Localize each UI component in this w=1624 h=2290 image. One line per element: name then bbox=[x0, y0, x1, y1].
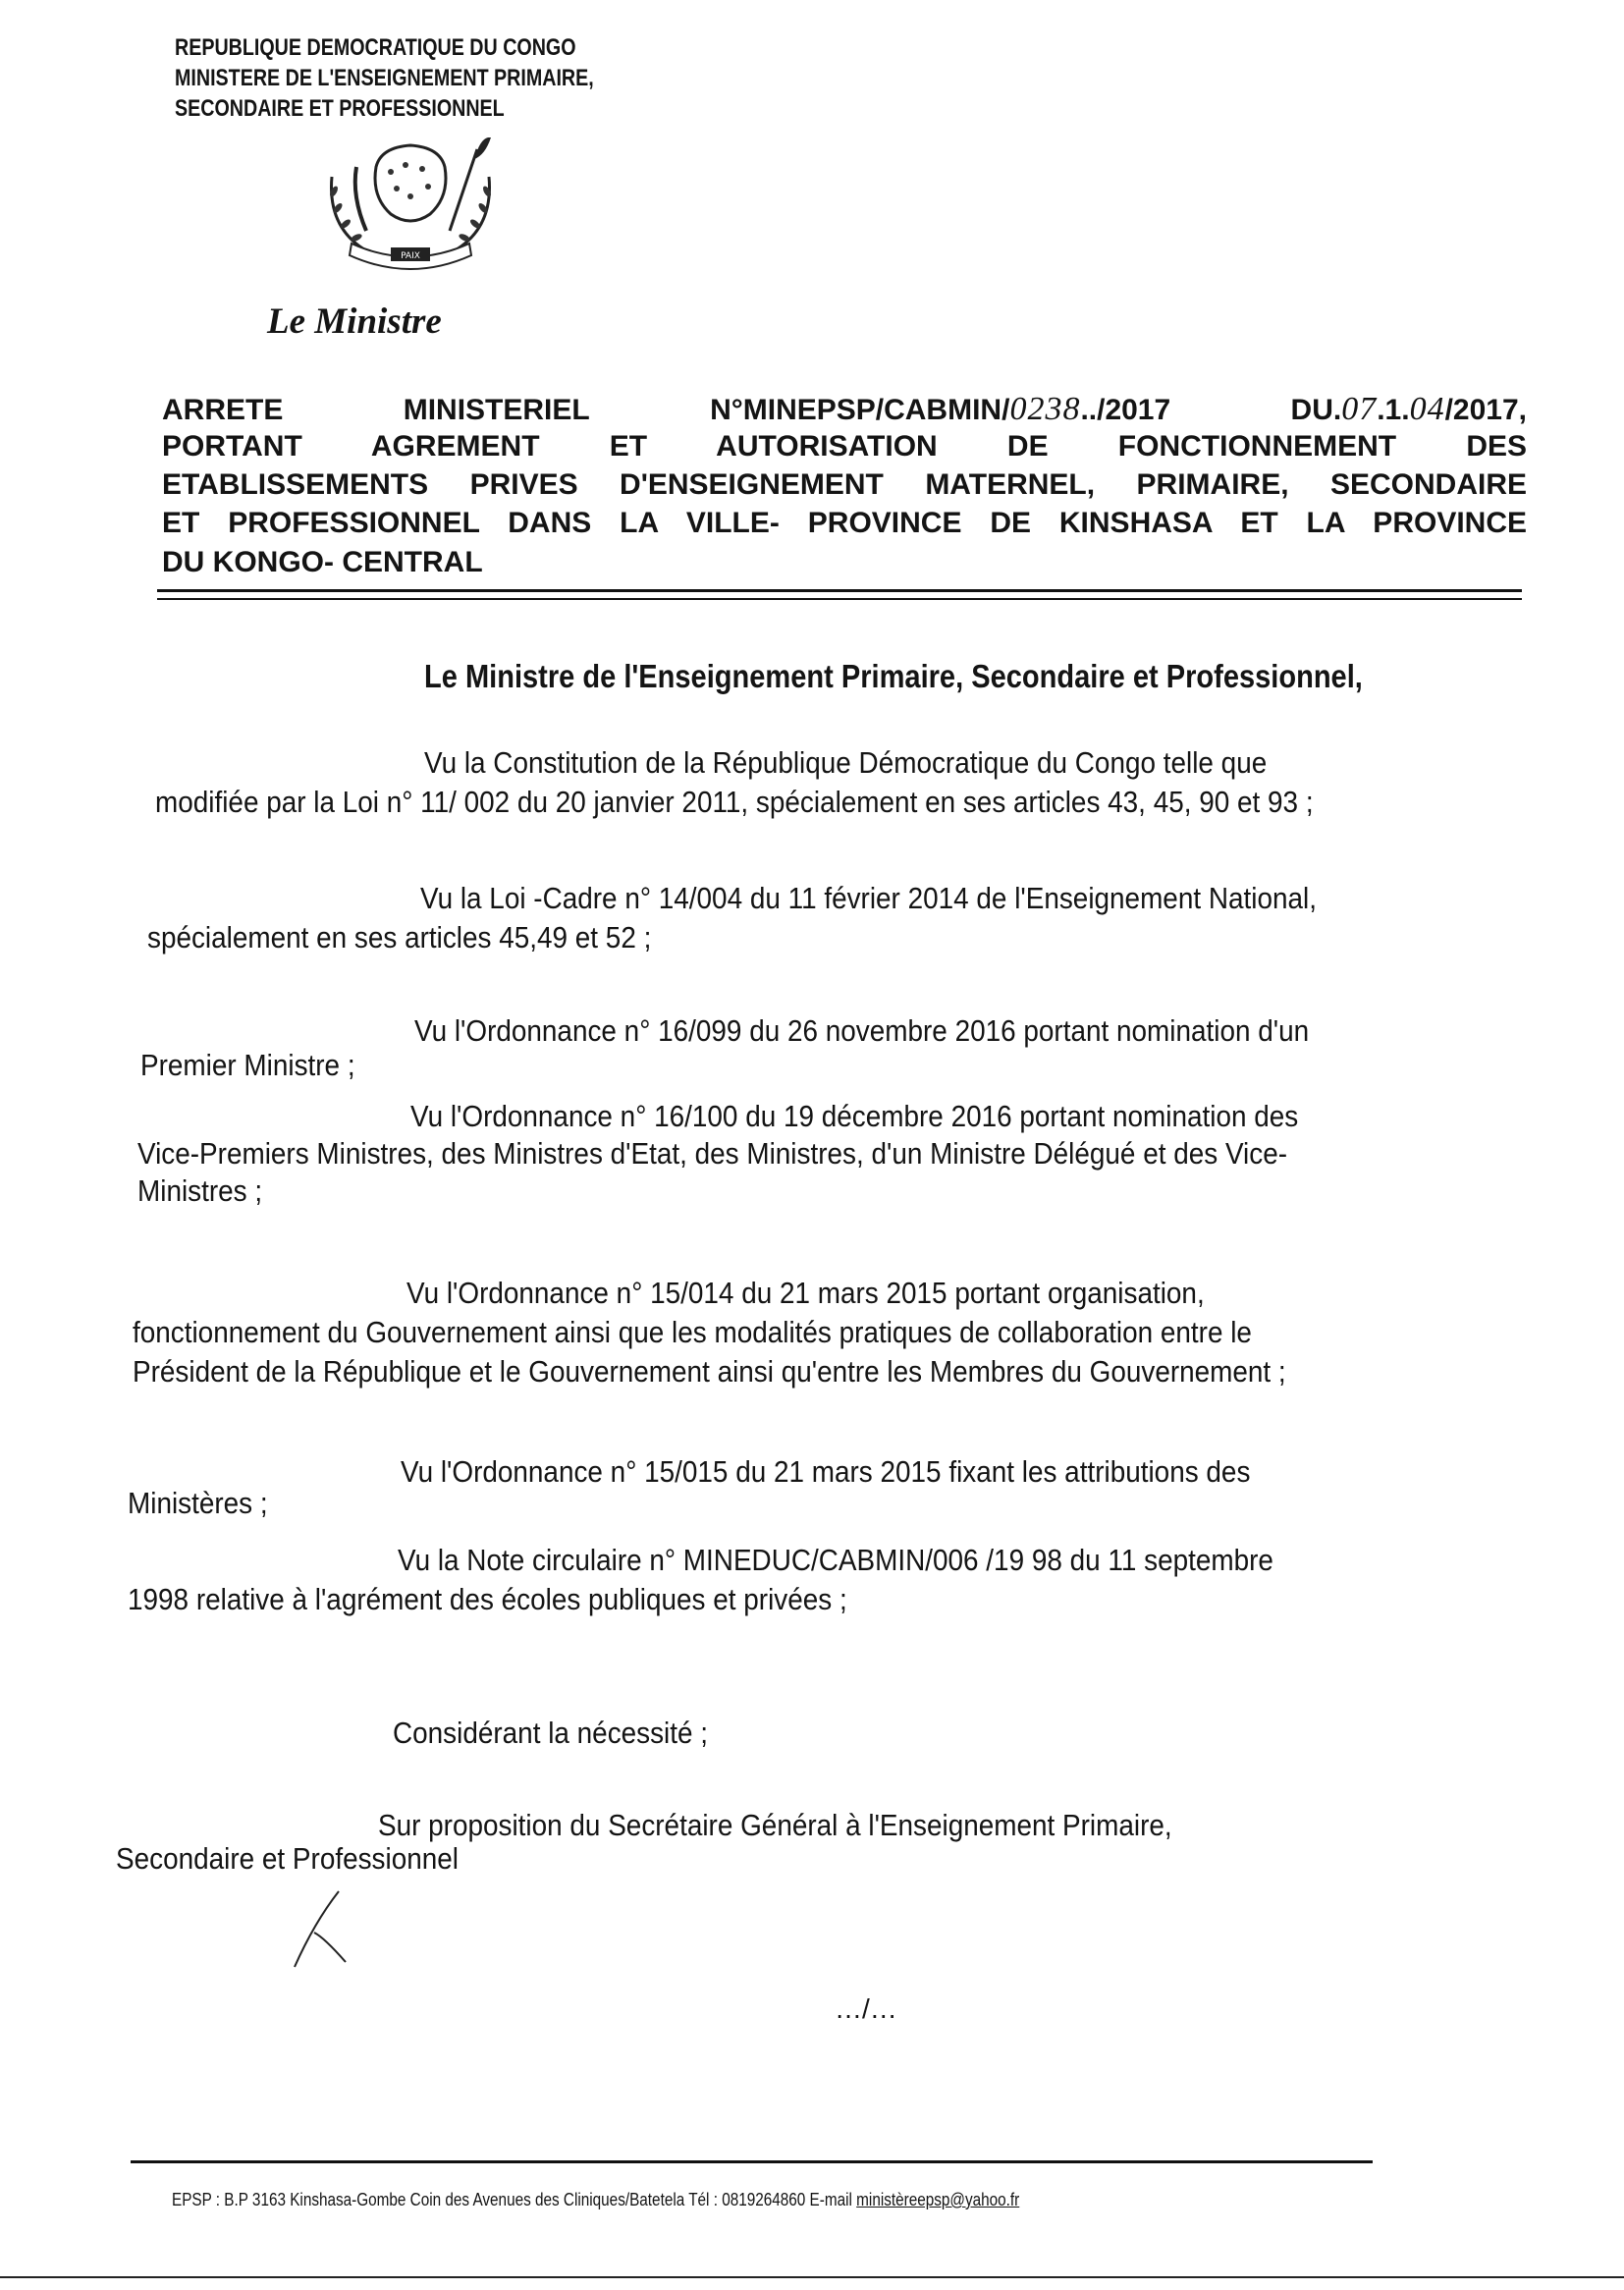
title-rule-2 bbox=[157, 598, 1522, 600]
header-country: REPUBLIQUE DEMOCRATIQUE DU CONGO bbox=[175, 34, 576, 61]
arrete-date bbox=[1291, 393, 1527, 426]
vu-ordonnance-16-100-cont: Vice-Premiers Ministres, des Ministres d'Etat, des Ministres, d'un Ministre Délégué et des Vice- bbox=[137, 1136, 1288, 1171]
date-month-handwritten: 04 bbox=[1409, 391, 1445, 427]
ref-number-handwritten: 0238 bbox=[1009, 391, 1081, 427]
arrete-line-2: PORTANT AGREMENT ET AUTORISATION DE FONCTIONNEMENT DES bbox=[162, 430, 1527, 463]
vu-ordonnance-16-100: Vu l'Ordonnance n° 16/100 du 19 décembre 2016 portant nomination des bbox=[410, 1099, 1299, 1133]
vu-ordonnance-16-100-cont2: Ministres ; bbox=[137, 1173, 263, 1208]
vu-constitution-cont: modifiée par la Loi n° 11/ 002 du 20 janvier 2011, spécialement en ses articles 43, 45, 90 et 93 ; bbox=[155, 785, 1314, 819]
ref-suffix: ../2017 bbox=[1080, 394, 1171, 426]
vu-note-circulaire: Vu la Note circulaire n° MINEDUC/CABMIN/006 /19 98 du 11 septembre bbox=[398, 1543, 1273, 1577]
vu-ordonnance-15-015-cont: Ministères ; bbox=[128, 1486, 268, 1520]
sur-proposition-cont: Secondaire et Professionnel bbox=[116, 1841, 459, 1876]
date-day-handwritten: 07 bbox=[1341, 391, 1378, 427]
arrete-line-4: ET PROFESSIONNEL DANS LA VILLE- PROVINCE DE KINSHASA ET LA PROVINCE bbox=[162, 507, 1527, 539]
arrete-line-5: DU KONGO- CENTRAL bbox=[162, 546, 483, 578]
footer-address: EPSP : B.P 3163 Kinshasa-Gombe Coin des Avenues des Cliniques/Batetela Tél : 0819264860 E-mail bbox=[172, 2190, 852, 2209]
arrete-line-3: ETABLISSEMENTS PRIVES D'ENSEIGNEMENT MATERNEL, PRIMAIRE, SECONDAIRE bbox=[162, 468, 1527, 501]
arrete-line-1 bbox=[162, 393, 1527, 426]
vu-ordonnance-15-014: Vu l'Ordonnance n° 15/014 du 21 mars 2015 portant organisation, bbox=[406, 1276, 1205, 1310]
coat-of-arms-icon bbox=[312, 137, 509, 280]
ref-prefix: N°MINEPSP/CABMIN/ bbox=[710, 394, 1010, 426]
page-bottom-edge bbox=[0, 2276, 1624, 2278]
header-ministry: MINISTERE DE L'ENSEIGNEMENT PRIMAIRE, bbox=[175, 65, 594, 91]
vu-ordonnance-15-015: Vu l'Ordonnance n° 15/015 du 21 mars 2015 fixant les attributions des bbox=[401, 1454, 1251, 1489]
svg-text:PAIX: PAIX bbox=[401, 251, 420, 261]
vu-constitution: Vu la Constitution de la République Démocratique du Congo telle que bbox=[424, 745, 1268, 780]
date-sep: .1. bbox=[1377, 394, 1410, 426]
arrete-reference bbox=[710, 393, 1170, 426]
footer-contact bbox=[172, 2190, 1019, 2210]
considerant: Considérant la nécessité ; bbox=[393, 1716, 709, 1750]
vu-ordonnance-16-099: Vu l'Ordonnance n° 16/099 du 26 novembre 2016 portant nomination d'un bbox=[414, 1013, 1310, 1048]
header-ministry-cont: SECONDAIRE ET PROFESSIONNEL bbox=[175, 95, 505, 122]
footer-email: ministèreepsp@yahoo.fr bbox=[856, 2190, 1020, 2209]
signatory-title: Le Ministre bbox=[267, 301, 442, 342]
title-rule bbox=[157, 589, 1522, 592]
date-prefix: DU. bbox=[1290, 394, 1342, 426]
vu-ordonnance-16-099-cont: Premier Ministre ; bbox=[140, 1048, 355, 1082]
body-title: Le Ministre de l'Enseignement Primaire, Secondaire et Professionnel, bbox=[424, 658, 1363, 694]
continuation-mark: …/… bbox=[835, 1993, 897, 2024]
vu-ordonnance-15-014-cont: fonctionnement du Gouvernement ainsi que les modalités pratiques de collaboration entre le bbox=[133, 1315, 1252, 1349]
vu-note-circulaire-cont: 1998 relative à l'agrément des écoles publiques et privées ; bbox=[128, 1582, 847, 1616]
arrete-word: ARRETE bbox=[162, 394, 284, 426]
vu-loi-cadre: Vu la Loi -Cadre n° 14/004 du 11 février 2014 de l'Enseignement National, bbox=[420, 881, 1317, 915]
footer-rule bbox=[131, 2160, 1373, 2163]
arrete-word-ministeriel: MINISTERIEL bbox=[403, 394, 590, 426]
sur-proposition: Sur proposition du Secrétaire Général à l'Enseignement Primaire, bbox=[378, 1808, 1172, 1842]
initials-mark bbox=[285, 1883, 363, 1972]
vu-loi-cadre-cont: spécialement en ses articles 45,49 et 52 ; bbox=[147, 920, 652, 954]
vu-ordonnance-15-014-cont2: Président de la République et le Gouvernement ainsi qu'entre les Membres du Gouvernement ; bbox=[133, 1354, 1286, 1389]
date-suffix: /2017, bbox=[1444, 394, 1527, 426]
